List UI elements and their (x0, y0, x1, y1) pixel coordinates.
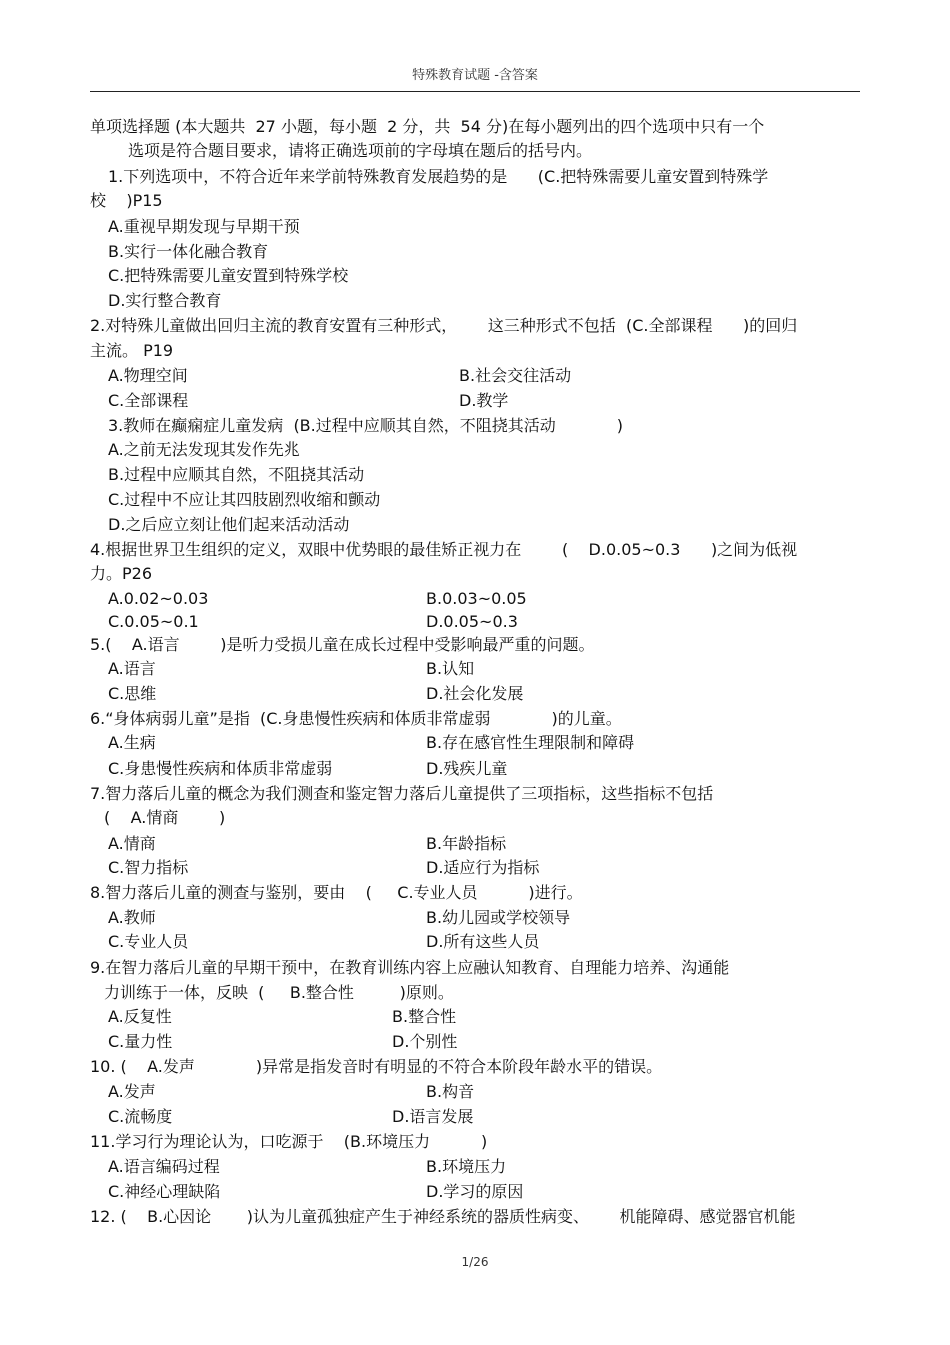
q2-option-b: B.社会交往活动 (459, 366, 572, 385)
q11-option-c: C.神经心理缺陷 (108, 1182, 221, 1201)
q9-option-c: C.量力性 (108, 1032, 173, 1051)
page-number: 1/26 (461, 1255, 489, 1269)
q6-option-d: D.残疾儿童 (426, 759, 508, 778)
q7-option-a: A.情商 (108, 834, 156, 853)
q9-stem-2: 力训练于一体，反映 ( B.整合性 )原则。 (104, 983, 454, 1002)
q7-stem-2: ( A.情商 ) (104, 808, 226, 827)
q1-option-a: A.重视早期发现与早期干预 (108, 217, 300, 236)
q2-stem-1: 2.对特殊儿童做出回归主流的教育安置有三种形式， 这三种形式不包括 (C.全部课程 )的回归 (90, 316, 798, 335)
q7-option-d: D.适应行为指标 (426, 858, 540, 877)
q4-option-c: C.0.05~0.1 (108, 612, 199, 631)
q3-option-c: C.过程中不应让其四肢剧烈收缩和颤动 (108, 490, 381, 509)
q8-stem-1: 8.智力落后儿童的测查与鉴别，要由 ( C.专业人员 )进行。 (90, 883, 583, 902)
q10-stem-1: 10. ( A.发声 )异常是指发音时有明显的不符合本阶段年龄水平的错误。 (90, 1057, 663, 1076)
q1-stem-2: 校 )P15 (90, 191, 163, 210)
q8-option-c: C.专业人员 (108, 932, 189, 951)
q8-option-a: A.教师 (108, 908, 156, 927)
q5-stem-1: 5.( A.语言 )是听力受损儿童在成长过程中受影响最严重的问题。 (90, 635, 595, 654)
q10-option-c: C.流畅度 (108, 1107, 173, 1126)
q4-stem-2: 力。P26 (90, 564, 153, 583)
q10-option-a: A.发声 (108, 1082, 156, 1101)
q12-stem-1: 12. ( B.心因论 )认为儿童孤独症产生于神经系统的器质性病变、 机能障碍、感觉器官机能 (90, 1207, 796, 1226)
q3-option-d: D.之后应立刻让他们起来活动活动 (108, 515, 350, 534)
q11-stem-1: 11.学习行为理论认为，口吃源于 (B.环境压力 ) (90, 1132, 488, 1151)
q1-stem-1: 1.下列选项中，不符合近年来学前特殊教育发展趋势的是 (C.把特殊需要儿童安置到特殊学 (108, 167, 769, 186)
intro-line-2: 选项是符合题目要求，请将正确选项前的字母填在题后的括号内。 (128, 141, 593, 160)
q4-stem-1: 4.根据世界卫生组织的定义，双眼中优势眼的最佳矫正视力在 ( D.0.05~0.3 )之间为低视 (90, 540, 798, 559)
q10-option-d: D.语言发展 (392, 1107, 474, 1126)
q4-option-b: B.0.03~0.05 (426, 589, 527, 608)
q11-option-d: D.学习的原因 (426, 1182, 524, 1201)
q2-stem-2: 主流。 P19 (90, 341, 174, 360)
q1-option-c: C.把特殊需要儿童安置到特殊学校 (108, 266, 349, 285)
q4-option-a: A.0.02~0.03 (108, 589, 209, 608)
q5-option-d: D.社会化发展 (426, 684, 524, 703)
q9-option-a: A.反复性 (108, 1007, 172, 1026)
q6-option-a: A.生病 (108, 733, 156, 752)
q5-option-b: B.认知 (426, 659, 475, 678)
q8-option-d: D.所有这些人员 (426, 932, 540, 951)
q5-option-c: C.思维 (108, 684, 157, 703)
intro-line-1: 单项选择题 (本大题共 27 小题，每小题 2 分，共 54 分)在每小题列出的四个选项中只有一个 (90, 117, 765, 136)
q9-option-d: D.个别性 (392, 1032, 458, 1051)
q9-stem-1: 9.在智力落后儿童的早期干预中，在教育训练内容上应融认知教育、自理能力培养、沟通能 (90, 958, 730, 977)
q7-option-b: B.年龄指标 (426, 834, 507, 853)
q1-option-d: D.实行整合教育 (108, 291, 222, 310)
q11-option-b: B.环境压力 (426, 1157, 507, 1176)
q3-option-a: A.之前无法发现其发作先兆 (108, 440, 300, 459)
q10-option-b: B.构音 (426, 1082, 475, 1101)
q11-option-a: A.语言编码过程 (108, 1157, 220, 1176)
q2-option-c: C.全部课程 (108, 391, 189, 410)
q2-option-d: D.教学 (459, 391, 509, 410)
q6-option-b: B.存在感官性生理限制和障碍 (426, 733, 635, 752)
q7-stem-1: 7.智力落后儿童的概念为我们测查和鉴定智力落后儿童提供了三项指标，这些指标不包括 (90, 784, 714, 803)
q1-option-b: B.实行一体化融合教育 (108, 242, 269, 261)
q4-option-d: D.0.05~0.3 (426, 612, 518, 631)
q7-option-c: C.智力指标 (108, 858, 189, 877)
q2-option-a: A.物理空间 (108, 366, 188, 385)
q5-option-a: A.语言 (108, 659, 156, 678)
q8-option-b: B.幼儿园或学校领导 (426, 908, 571, 927)
q6-option-c: C.身患慢性疾病和体质非常虚弱 (108, 759, 333, 778)
q9-option-b: B.整合性 (392, 1007, 457, 1026)
q3-stem-1: 3.教师在癫痫症儿童发病 (B.过程中应顺其自然，不阻挠其活动 ) (108, 416, 624, 435)
q3-option-b: B.过程中应顺其自然，不阻挠其活动 (108, 465, 365, 484)
q6-stem-1: 6.“身体病弱儿童”是指 (C.身患慢性疾病和体质非常虚弱 )的儿童。 (90, 709, 622, 728)
page-header: 特殊教育试题 -含答案 (412, 68, 538, 83)
